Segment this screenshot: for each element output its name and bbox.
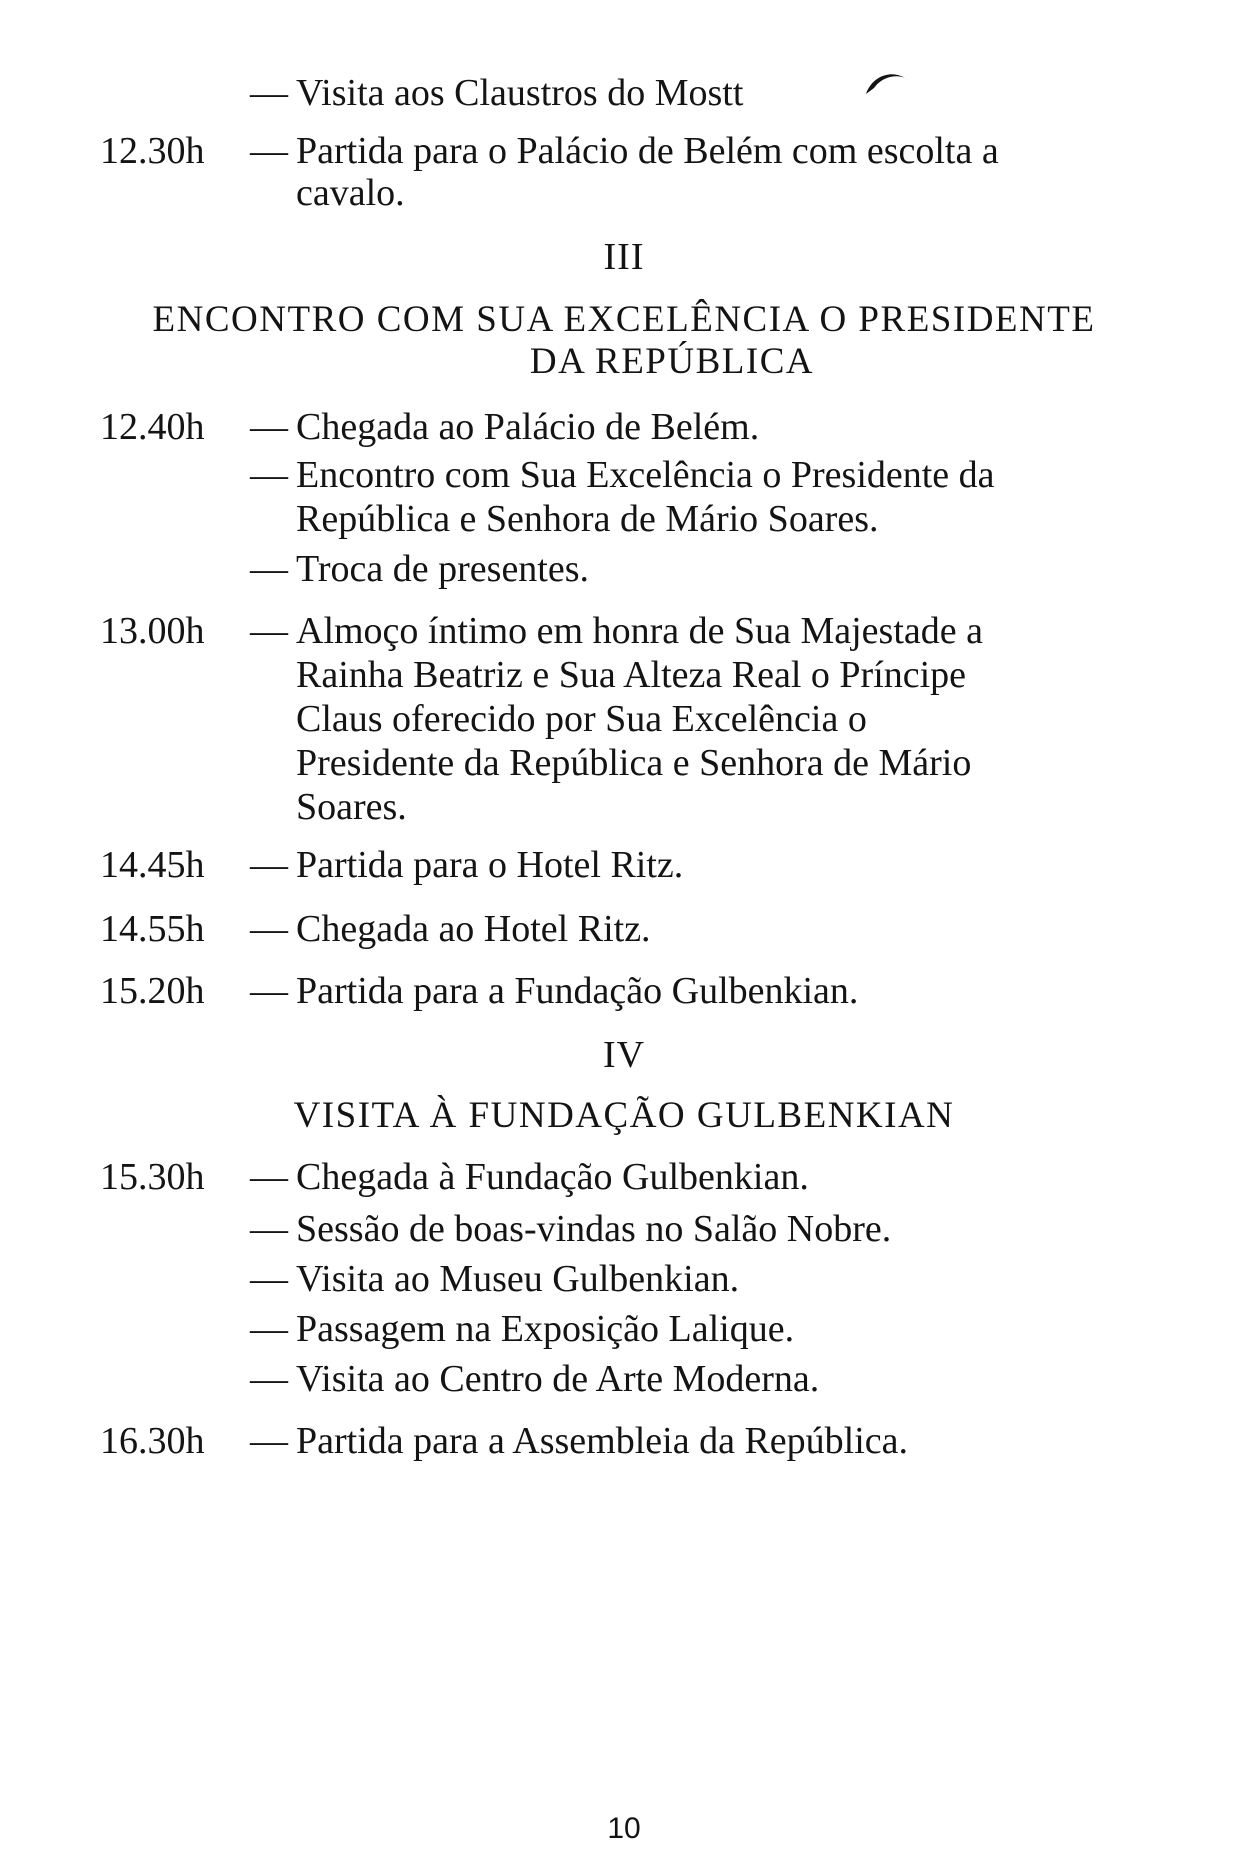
entry-text: Troca de presentes.: [296, 548, 590, 590]
entry-text: Chegada ao Palácio de Belém.: [296, 406, 760, 448]
em-dash: —: [250, 970, 288, 1012]
entry-text: Partida para a Fundação Gulbenkian.: [296, 970, 859, 1012]
section-numeral-iii: III: [603, 236, 645, 278]
entry-continuation: cavalo.: [296, 172, 405, 214]
section-heading-line2: DA REPÚBLICA: [529, 341, 815, 382]
ink-blot-icon: [862, 66, 912, 96]
entry-sessao-boas-vindas: [250, 1206, 891, 1252]
entry-chegada-gulbenkian: [250, 1154, 809, 1200]
em-dash: —: [250, 908, 288, 950]
entry-continuation: Soares.: [296, 786, 407, 828]
entry-troca-presentes: [250, 546, 589, 592]
em-dash: —: [250, 406, 288, 448]
em-dash: —: [250, 1156, 288, 1198]
entry-visita-claustros: [250, 70, 743, 116]
entry-text: Encontro com Sua Excelência o Presidente da: [296, 454, 995, 496]
entry-continuation: Presidente da República e Senhora de Mário: [296, 742, 972, 784]
em-dash: —: [250, 454, 288, 496]
em-dash: —: [250, 548, 288, 590]
entry-text: Partida para o Palácio de Belém com escolta a: [296, 130, 999, 172]
entry-visita-museu: [250, 1256, 739, 1302]
entry-text: Visita ao Centro de Arte Moderna.: [296, 1358, 820, 1400]
entry-continuation: Rainha Beatriz e Sua Alteza Real o Príncipe: [296, 654, 967, 696]
entry-chegada-belem: [250, 404, 759, 450]
entry-exposicao-lalique: [250, 1306, 794, 1352]
em-dash: —: [250, 1420, 288, 1462]
entry-time: 15.30h: [100, 1156, 205, 1198]
entry-time: 16.30h: [100, 1420, 205, 1462]
entry-text: Partida para a Assembleia da República.: [296, 1420, 909, 1462]
entry-text: Sessão de boas-vindas no Salão Nobre.: [296, 1208, 892, 1250]
entry-time: 15.20h: [100, 970, 205, 1012]
em-dash: —: [250, 610, 288, 652]
entry-time: 12.40h: [100, 406, 205, 448]
em-dash: —: [250, 72, 288, 114]
em-dash: —: [250, 1208, 288, 1250]
entry-partida-gulbenkian: [250, 968, 858, 1014]
entry-continuation: Claus oferecido por Sua Excelência o: [296, 698, 867, 740]
em-dash: —: [250, 844, 288, 886]
entry-time: 14.55h: [100, 908, 205, 950]
entry-text: Visita aos Claustros do Mostt: [296, 72, 744, 114]
em-dash: —: [250, 130, 288, 172]
entry-text: Passagem na Exposição Lalique.: [296, 1308, 795, 1350]
entry-text: Chegada à Fundação Gulbenkian.: [296, 1156, 809, 1198]
entry-almoco: [250, 608, 983, 654]
entry-text: Almoço íntimo em honra de Sua Majestade a: [296, 610, 983, 652]
section-heading-line1: ENCONTRO COM SUA EXCELÊNCIA O PRESIDENTE: [152, 299, 1096, 340]
entry-partida-ritz: [250, 842, 683, 888]
entry-time: 12.30h: [100, 130, 205, 172]
entry-text: Visita ao Museu Gulbenkian.: [296, 1258, 740, 1300]
entry-text: Chegada ao Hotel Ritz.: [296, 908, 651, 950]
entry-continuation: República e Senhora de Mário Soares.: [296, 498, 879, 540]
section-heading: VISITA À FUNDAÇÃO GULBENKIAN: [293, 1095, 955, 1136]
em-dash: —: [250, 1308, 288, 1350]
entry-time: 13.00h: [100, 610, 205, 652]
page-number: 10: [607, 1812, 641, 1845]
entry-text: Partida para o Hotel Ritz.: [296, 844, 684, 886]
entry-time: 14.45h: [100, 844, 205, 886]
entry-partida-belem: [250, 128, 999, 174]
section-numeral-iv: IV: [602, 1034, 646, 1076]
em-dash: —: [250, 1258, 288, 1300]
entry-centro-arte-moderna: [250, 1356, 819, 1402]
entry-partida-assembleia: [250, 1418, 908, 1464]
entry-encontro-presidente: [250, 452, 995, 498]
entry-chegada-ritz: [250, 906, 651, 952]
em-dash: —: [250, 1358, 288, 1400]
